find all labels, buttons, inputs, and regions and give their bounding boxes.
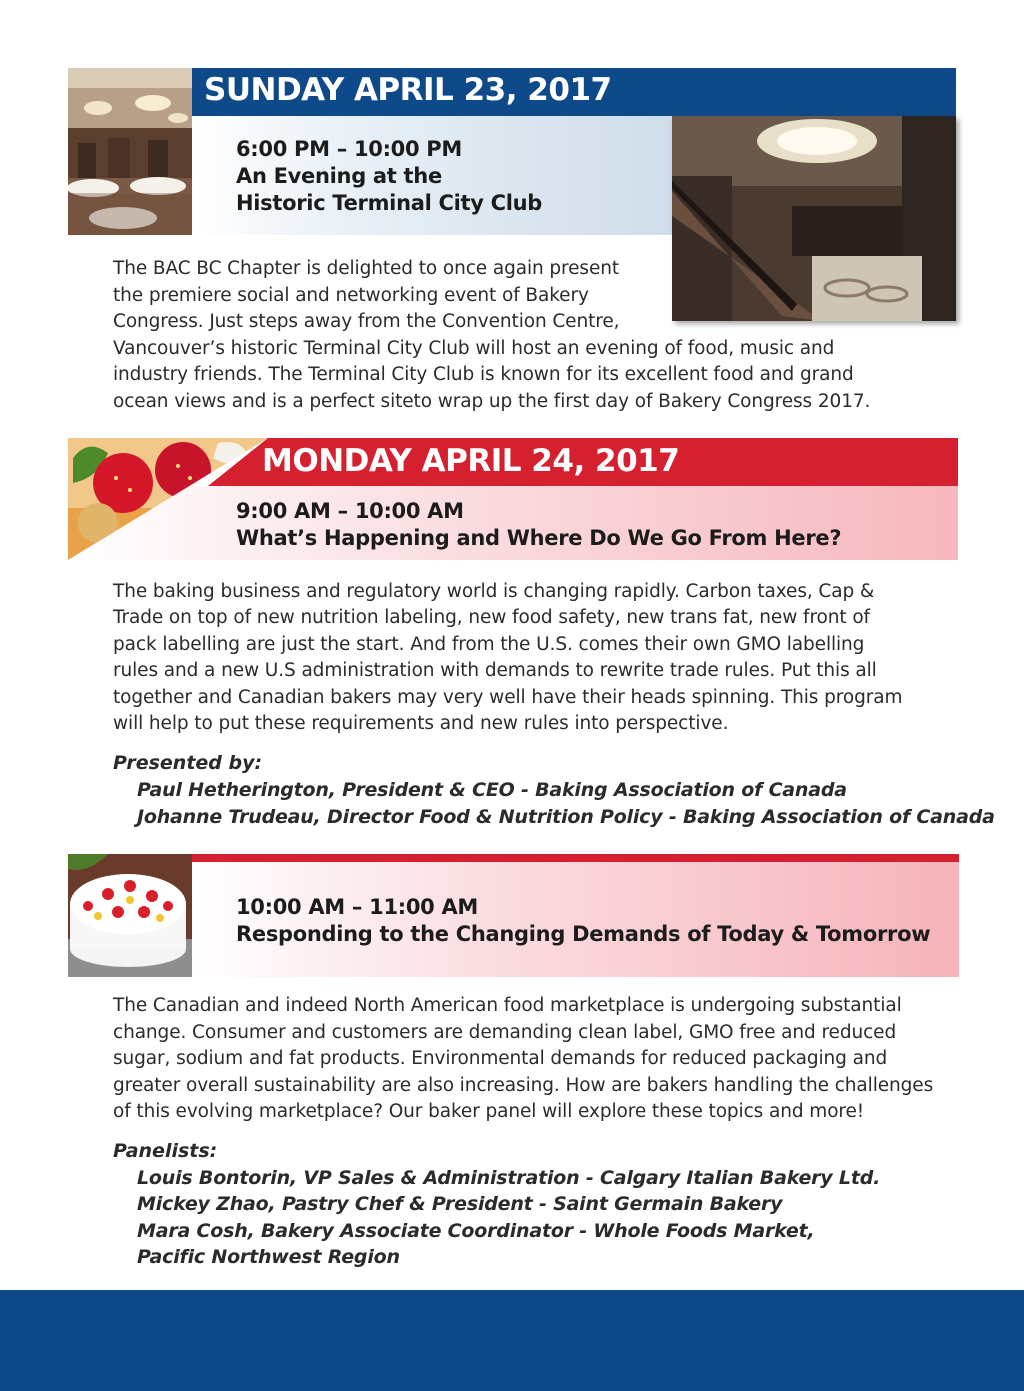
sunday-body-line: Congress. Just steps away from the Convention Centre,	[113, 311, 620, 332]
footer-band	[0, 1290, 1024, 1391]
monday-session-time: 9:00 AM – 10:00 AM	[236, 499, 464, 523]
panelist-item: Louis Bontorin, VP Sales & Administration - Calgary Italian Bakery Ltd.	[137, 1167, 881, 1189]
session2-time: 10:00 AM – 11:00 AM	[236, 895, 479, 919]
terminal-city-club-photo	[672, 116, 956, 321]
sunday-body-line: industry friends. The Terminal City Club is known for its excellent food and grand	[113, 364, 854, 385]
monday-body-line: will help to put these requirements and new rules into perspective.	[113, 713, 729, 734]
monday-body-line: rules and a new U.S administration with demands to rewrite trade rules. Put this all	[113, 660, 877, 681]
banquet-room-photo	[68, 68, 192, 235]
sunday-session-time: 6:00 PM – 10:00 PM	[236, 137, 463, 161]
session2-top-rule	[192, 854, 959, 862]
monday-body-line: together and Canadian bakers may very well have their heads spinning. This program	[113, 687, 903, 708]
presented-by-label: Presented by:	[113, 752, 263, 774]
session2-body-line: greater overall sustainability are also increasing. How are bakers handling the challenges	[113, 1075, 934, 1096]
presenter-item: Paul Hetherington, President & CEO - Baking Association of Canada	[137, 779, 847, 801]
sunday-body-line: the premiere social and networking event of Bakery	[113, 285, 589, 306]
panelist-item: Pacific Northwest Region	[137, 1246, 400, 1268]
monday-body-line: The baking business and regulatory world is changing rapidly. Carbon taxes, Cap &	[113, 581, 875, 602]
panelist-item: Mickey Zhao, Pastry Chef & President - Saint Germain Bakery	[137, 1193, 783, 1215]
monday-date-heading: MONDAY APRIL 24, 2017	[262, 443, 680, 479]
session2-body-line: change. Consumer and customers are demanding clean label, GMO free and reduced	[113, 1022, 897, 1043]
sunday-date-heading: SUNDAY APRIL 23, 2017	[204, 72, 612, 108]
sunday-event-title-line2: Historic Terminal City Club	[236, 191, 543, 215]
presenter-item: Johanne Trudeau, Director Food & Nutrition Policy - Baking Association of Canada	[137, 806, 995, 828]
session2-body-line: sugar, sodium and fat products. Environmental demands for reduced packaging and	[113, 1048, 888, 1069]
sunday-body-line: ocean views and is a perfect siteto wrap up the first day of Bakery Congress 2017.	[113, 391, 871, 412]
panelist-item: Mara Cosh, Bakery Associate Coordinator - Whole Foods Market,	[137, 1220, 815, 1242]
monday-session-title: What’s Happening and Where Do We Go From Here?	[236, 526, 842, 550]
session2-title: Responding to the Changing Demands of Today & Tomorrow	[236, 922, 931, 946]
session2-body-line: The Canadian and indeed North American food marketplace is undergoing substantial	[113, 995, 902, 1016]
session2-body-line: of this evolving marketplace? Our baker panel will explore these topics and more!	[113, 1101, 865, 1122]
session2-band	[192, 862, 959, 977]
panelists-label: Panelists:	[113, 1140, 218, 1162]
sunday-body-line: Vancouver’s historic Terminal City Club will host an evening of food, music and	[113, 338, 835, 359]
sunday-body-line: The BAC BC Chapter is delighted to once again present	[113, 258, 620, 279]
sunday-event-title-line1: An Evening at the	[236, 164, 442, 188]
strawberry-cake-photo	[68, 854, 192, 977]
monday-body-line: Trade on top of new nutrition labeling, new food safety, new trans fat, new front of	[113, 607, 870, 628]
monday-body-line: pack labelling are just the start. And from the U.S. comes their own GMO labelling	[113, 634, 865, 655]
